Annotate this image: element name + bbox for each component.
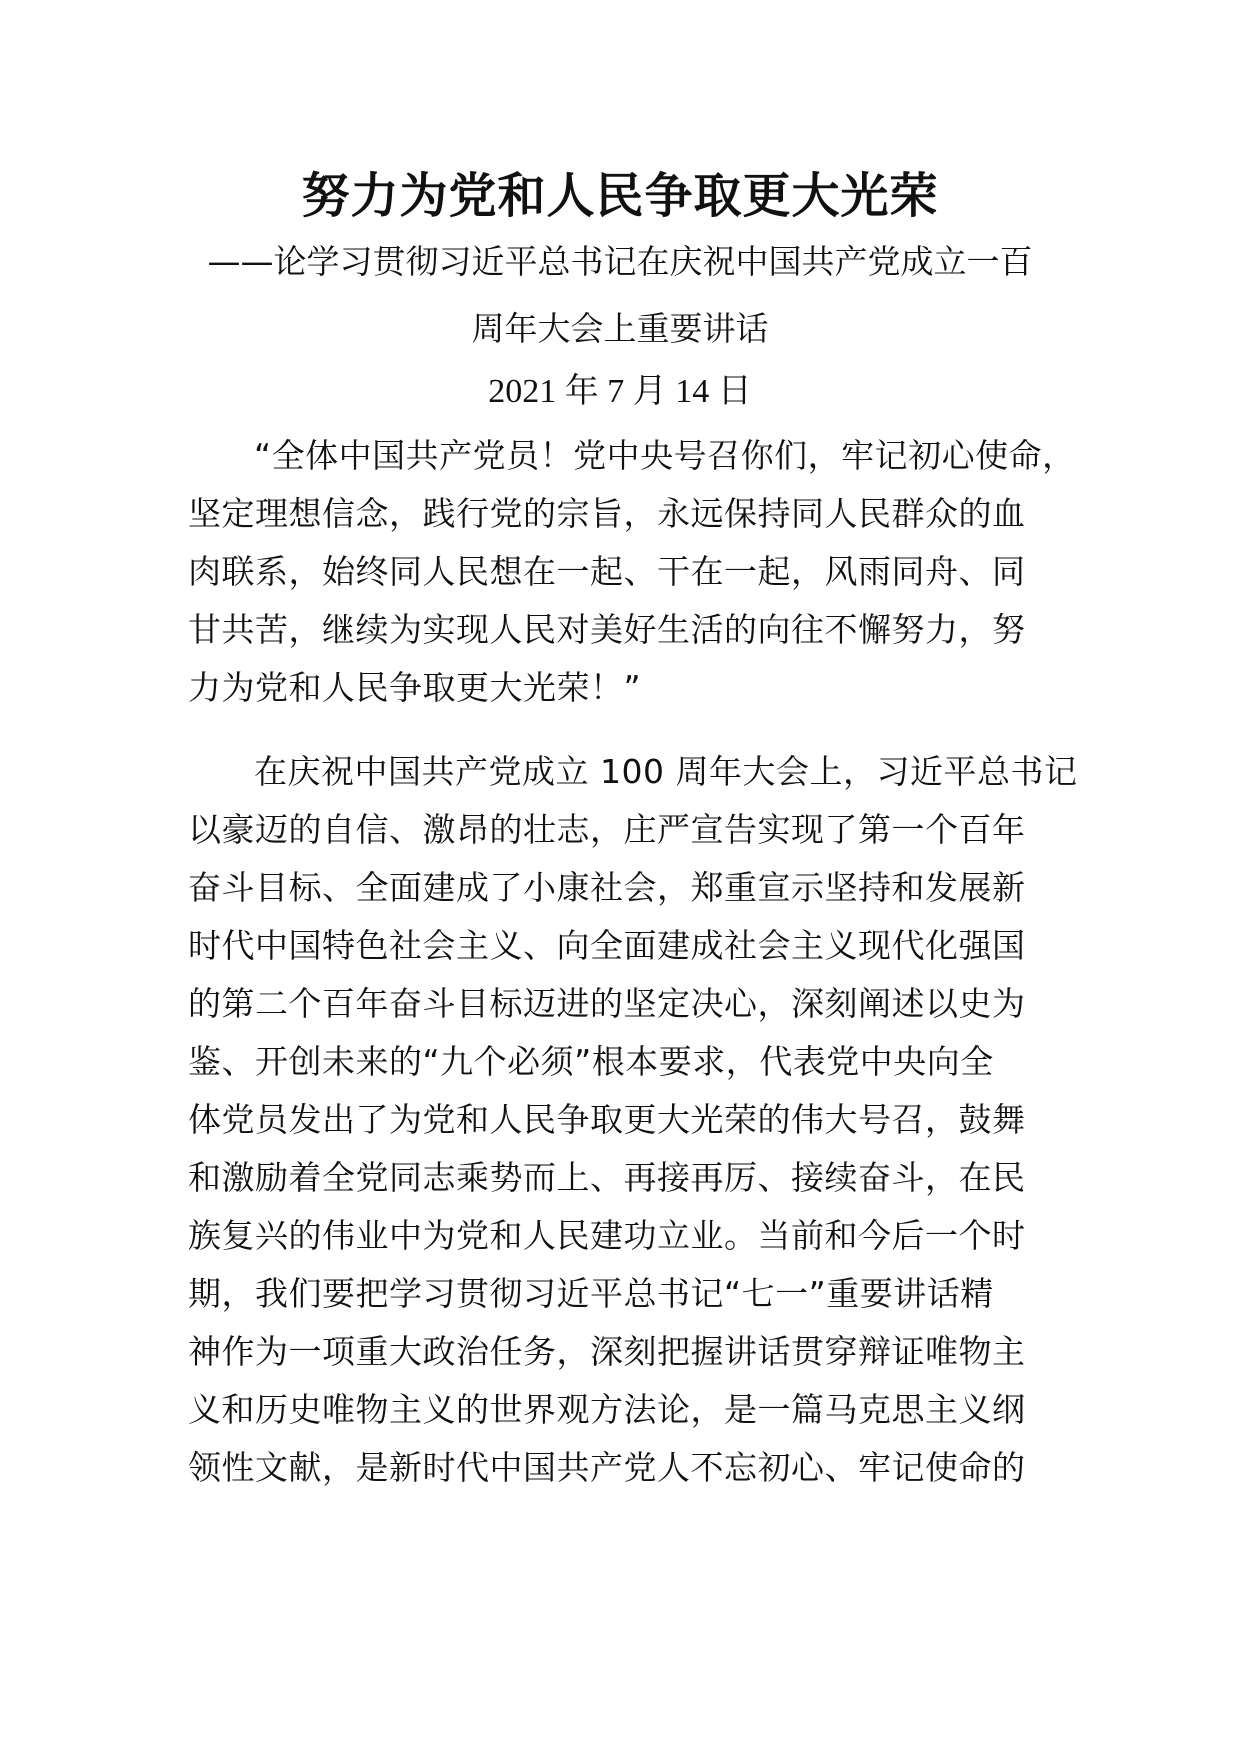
paragraph-line: 和激励着全党同志乘势而上、再接再厉、接续奋斗，在民 bbox=[188, 1158, 1026, 1197]
paragraph-line: 在庆祝中国共产党成立 100 周年大会上，习近平总书记 bbox=[254, 752, 1078, 791]
paragraph-line: 奋斗目标、全面建成了小康社会，郑重宣示坚持和发展新 bbox=[188, 868, 1026, 907]
paragraph-line: 甘共苦，继续为实现人民对美好生活的向往不懈努力，努 bbox=[188, 610, 1026, 649]
paragraph-line: 时代中国特色社会主义、向全面建成社会主义现代化强国 bbox=[188, 926, 1026, 965]
document-title: 努力为党和人民争取更大光荣 bbox=[301, 168, 939, 224]
paragraph-line: 肉联系，始终同人民想在一起、干在一起，风雨同舟、同 bbox=[188, 552, 1026, 591]
document-subtitle-line-2: 周年大会上重要讲话 bbox=[471, 309, 769, 348]
paragraph-line: 坚定理想信念，践行党的宗旨，永远保持同人民群众的血 bbox=[188, 494, 1026, 533]
document-subtitle-line-1: ——论学习贯彻习近平总书记在庆祝中国共产党成立一百 bbox=[207, 242, 1033, 281]
document-date: 2021 年 7 月 14 日 bbox=[488, 373, 752, 410]
paragraph-line: 鉴、开创未来的“九个必须”根本要求，代表党中央向全 bbox=[188, 1042, 994, 1081]
paragraph-line: 族复兴的伟业中为党和人民建功立业。当前和今后一个时 bbox=[188, 1216, 1026, 1255]
paragraph-line: 义和历史唯物主义的世界观方法论，是一篇马克思主义纲 bbox=[188, 1390, 1026, 1429]
paragraph-line: 期，我们要把学习贯彻习近平总书记“七一”重要讲话精 bbox=[188, 1274, 994, 1313]
paragraph-line: 神作为一项重大政治任务，深刻把握讲话贯穿辩证唯物主 bbox=[188, 1332, 1026, 1371]
paragraph-line: “全体中国共产党员！党中央号召你们，牢记初心使命， bbox=[254, 436, 1076, 475]
paragraph-line: 领性文献，是新时代中国共产党人不忘初心、牢记使命的 bbox=[188, 1448, 1026, 1487]
paragraph-line: 的第二个百年奋斗目标迈进的坚定决心，深刻阐述以史为 bbox=[188, 984, 1026, 1023]
paragraph-line: 体党员发出了为党和人民争取更大光荣的伟大号召，鼓舞 bbox=[188, 1100, 1026, 1139]
paragraph-line: 以豪迈的自信、激昂的壮志，庄严宣告实现了第一个百年 bbox=[188, 810, 1026, 849]
paragraph-line: 力为党和人民争取更大光荣！” bbox=[188, 668, 642, 707]
